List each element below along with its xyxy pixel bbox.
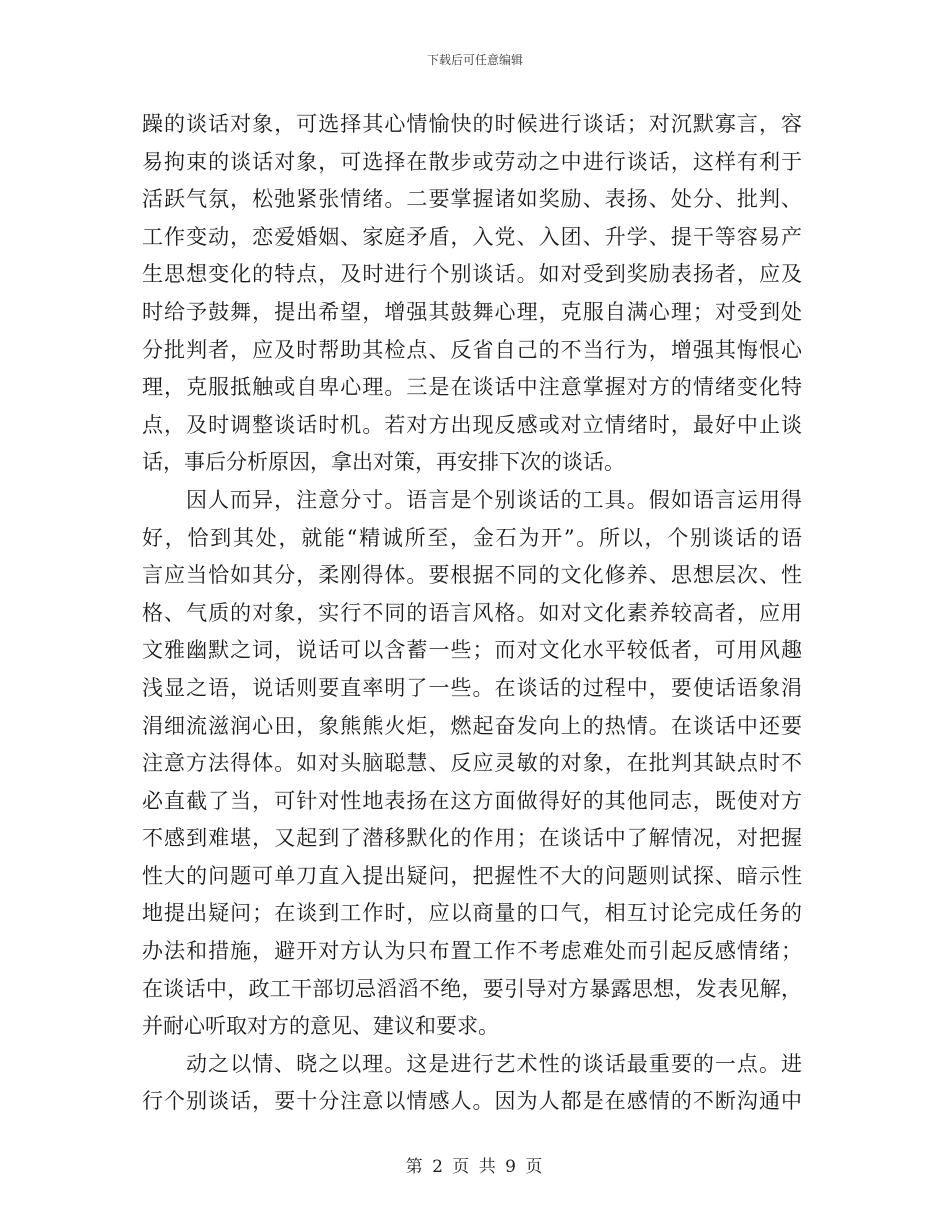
text-line: 必直截了当，可针对性地表扬在这方面做得好的其他同志，既使对方 bbox=[142, 788, 802, 813]
text-line: 生思想变化的特点，及时进行个别谈话。如对受到奖励表扬者，应及 bbox=[142, 262, 802, 287]
page-header: 下载后可任意编辑 bbox=[426, 53, 523, 67]
text-line: 时给予鼓舞，提出希望，增强其鼓舞心理，克服自满心理；对受到处 bbox=[142, 299, 802, 324]
text-line: 注意方法得体。如对头脑聪慧、反应灵敏的对象，在批判其缺点时不 bbox=[142, 751, 802, 776]
text-line: 躁的谈话对象，可选择其心情愉快的时候进行谈话；对沉默寡言，容 bbox=[142, 112, 802, 136]
text-line: 话，事后分析原因，拿出对策，再安排下次的谈话。 bbox=[142, 450, 625, 475]
page-footer: 第 2 页 共 9 页 bbox=[405, 1157, 545, 1177]
document-body bbox=[142, 106, 802, 1121]
text-line: 性大的问题可单刀直入提出疑问，把握性不大的问题则试探、暗示性 bbox=[142, 863, 802, 888]
paragraph-first-line: 动之以情、晓之以理。这是进行艺术性的谈话最重要的一点。进 bbox=[186, 1051, 802, 1076]
text-line: 言应当恰如其分，柔刚得体。要根据不同的文化修养、思想层次、性 bbox=[142, 563, 802, 588]
text-line: 工作变动，恋爱婚姻、家庭矛盾，入党、入团、升学、提干等容易产 bbox=[142, 224, 802, 249]
text-line: 好，恰到其处，就能“精诚所至，金石为开”。所以，个别谈话的语 bbox=[142, 525, 802, 550]
text-line: 地提出疑问；在谈到工作时，应以商量的口气，相互讨论完成任务的 bbox=[142, 901, 802, 926]
text-line: 涓细流滋润心田，象熊熊火炬，燃起奋发向上的热情。在谈话中还要 bbox=[142, 713, 802, 738]
text-line: 不感到难堪，又起到了潜移默化的作用；在谈话中了解情况，对把握 bbox=[142, 826, 802, 851]
paragraph-first-line: 因人而异，注意分寸。语言是个别谈话的工具。假如语言运用得 bbox=[186, 487, 802, 512]
text-line: 点，及时调整谈话时机。若对方出现反感或对立情绪时，最好中止谈 bbox=[142, 412, 802, 437]
text-line: 行个别谈话，要十分注意以情感人。因为人都是在感情的不断沟通中 bbox=[142, 1089, 802, 1114]
text-line: 办法和措施，避开对方认为只布置工作不考虑难处而引起反感情绪； bbox=[142, 939, 802, 964]
text-line: 格、气质的对象，实行不同的语言风格。如对文化素养较高者，应用 bbox=[142, 600, 802, 625]
text-line: 并耐心听取对方的意见、建议和要求。 bbox=[142, 1014, 499, 1039]
text-line: 理，克服抵触或自卑心理。三是在谈话中注意掌握对方的情绪变化特 bbox=[142, 375, 802, 400]
text-line: 易拘束的谈话对象，可选择在散步或劳动之中进行谈话，这样有利于 bbox=[142, 149, 802, 174]
text-line: 分批判者，应及时帮助其检点、反省自己的不当行为，增强其悔恨心 bbox=[142, 337, 802, 362]
text-line: 浅显之语，说话则要直率明了一些。在谈话的过程中，要使话语象涓 bbox=[142, 675, 802, 700]
text-line: 活跃气氛，松弛紧张情绪。二要掌握诸如奖励、表扬、处分、批判、 bbox=[142, 187, 802, 212]
text-line: 在谈话中，政工干部切忌滔滔不绝，要引导对方暴露思想，发表见解， bbox=[142, 976, 802, 1001]
text-line: 文雅幽默之词，说话可以含蓄一些；而对文化水平较低者，可用风趣 bbox=[142, 638, 802, 663]
